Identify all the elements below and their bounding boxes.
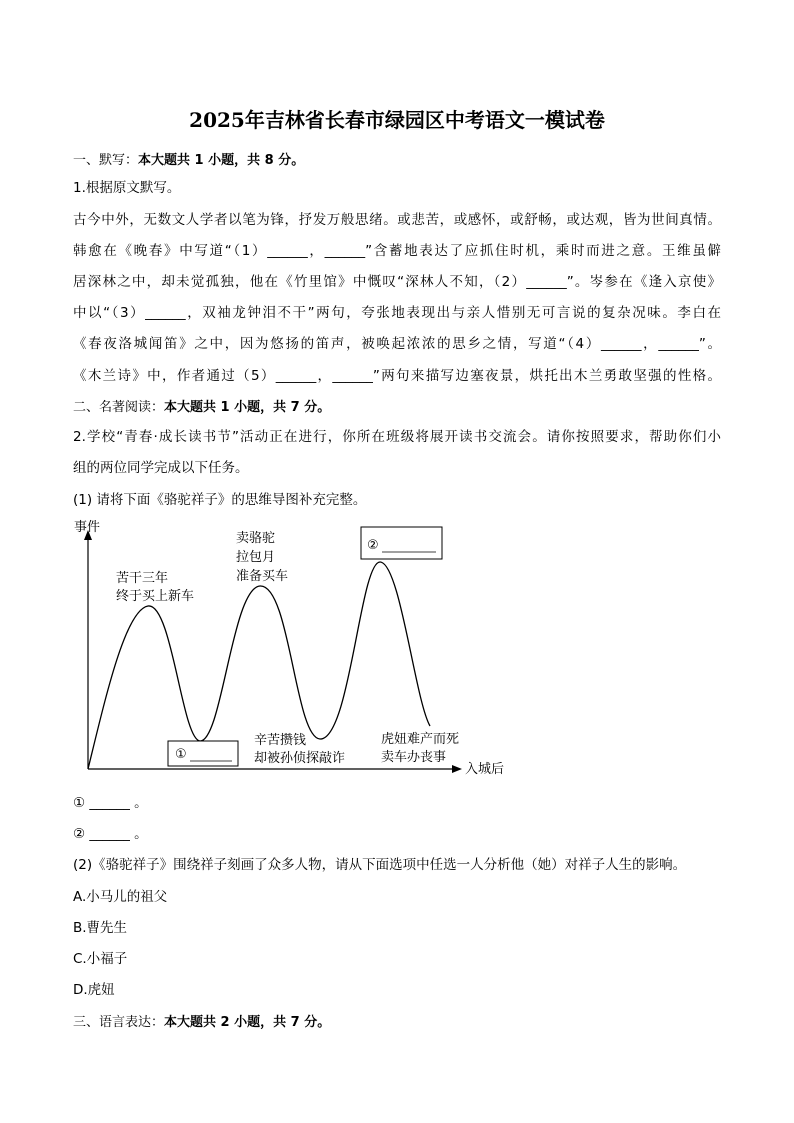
- page-title: 2025年吉林省长春市绿园区中考语文一模试卷: [189, 108, 605, 132]
- option-d: D.虎妞: [73, 982, 115, 998]
- x-axis-arrow: [452, 765, 462, 773]
- x-axis-label: 入城后: [465, 762, 505, 777]
- peak-2-label-line-3: 准备买车: [236, 569, 289, 584]
- option-b: B.曹先生: [73, 920, 128, 936]
- answer-box-2-marker: ②: [367, 538, 379, 553]
- q1-line-4: 中以“（3）______，双袖龙钟泪不干”两句，夸张地表现出与亲人惜别无可言说的复杂况味。李白在: [73, 305, 721, 321]
- valley-2-label-line-1: 辛苦攒钱: [254, 733, 307, 748]
- q2-line-1: 2.学校“青春·成长读书节”活动正在进行，你所在班级将展开读书交流会。请你按照要求，帮助你们小: [73, 429, 721, 445]
- section-3-prefix: 三、语言表达：: [73, 1015, 165, 1030]
- q1-line-6: 《木兰诗》中，作者通过（5）______，______”两句来描写边塞夜景，烘托出木兰勇敢坚强的性格。: [73, 368, 721, 384]
- section-3-heading: [73, 1011, 330, 1030]
- peak-1-label-line-2: 终于买上新车: [116, 589, 195, 604]
- option-c: C.小福子: [73, 951, 128, 967]
- q1-line-1: 古今中外，无数文人学者以笔为锋，抒发万般思绪。或悲苦，或感怀，或舒畅，或达观，皆为世间真情。: [73, 212, 721, 228]
- peak-2-label-line-2: 拉包月: [236, 550, 276, 565]
- section-3-desc: 本大题共 2 小题，共 7 分。: [164, 1015, 331, 1030]
- peak-2-label-line-1: 卖骆驼: [236, 531, 276, 546]
- section-2-prefix: 二、名著阅读：: [73, 400, 165, 415]
- q2-line-2: 组的两位同学完成以下任务。: [73, 460, 249, 476]
- answer-line-1: ① ______ 。: [73, 795, 148, 811]
- q1-line-2: 韩愈在《晚春》中写道“（1）______，______”含蓄地表达了应抓住时机，乘时而进之意。王维虽僻: [73, 243, 721, 259]
- section-2-desc: 本大题共 1 小题，共 7 分。: [164, 400, 331, 415]
- answer-box-1-marker: ①: [175, 747, 187, 762]
- y-axis-label: 事件: [74, 520, 101, 535]
- section-1-prefix: 一、默写：: [73, 153, 139, 168]
- q2-sub-1: (1) 请将下面《骆驼祥子》的思维导图补充完整。: [73, 492, 367, 508]
- peak-1-label-line-1: 苦干三年: [116, 571, 169, 586]
- end-label-line-2: 卖车办丧事: [381, 750, 447, 765]
- q1-line-3: 居深林之中，却未觉孤独，他在《竹里馆》中慨叹“深林人不知，（2）______”。岑参在《逢入京使》: [73, 274, 721, 290]
- end-label-line-1: 虎妞难产而死: [381, 732, 460, 747]
- valley-2-label-line-2: 却被孙侦探敲诈: [254, 751, 346, 766]
- q1-line-5: 《春夜洛城闻笛》之中，因为悠扬的笛声，被唤起浓浓的思乡之情，写道“（4）______，______”。: [73, 336, 721, 352]
- q2-sub-2: (2)《骆驼祥子》围绕祥子刻画了众多人物，请从下面选项中任选一人分析他（她）对祥子人生的影响。: [73, 857, 687, 873]
- answer-line-2: ② ______ 。: [73, 826, 148, 842]
- section-1-desc: 本大题共 1 小题，共 8 分。: [138, 153, 305, 168]
- option-a: A.小马儿的祖父: [73, 889, 168, 905]
- question-1-head: 1.根据原文默写。: [73, 180, 181, 196]
